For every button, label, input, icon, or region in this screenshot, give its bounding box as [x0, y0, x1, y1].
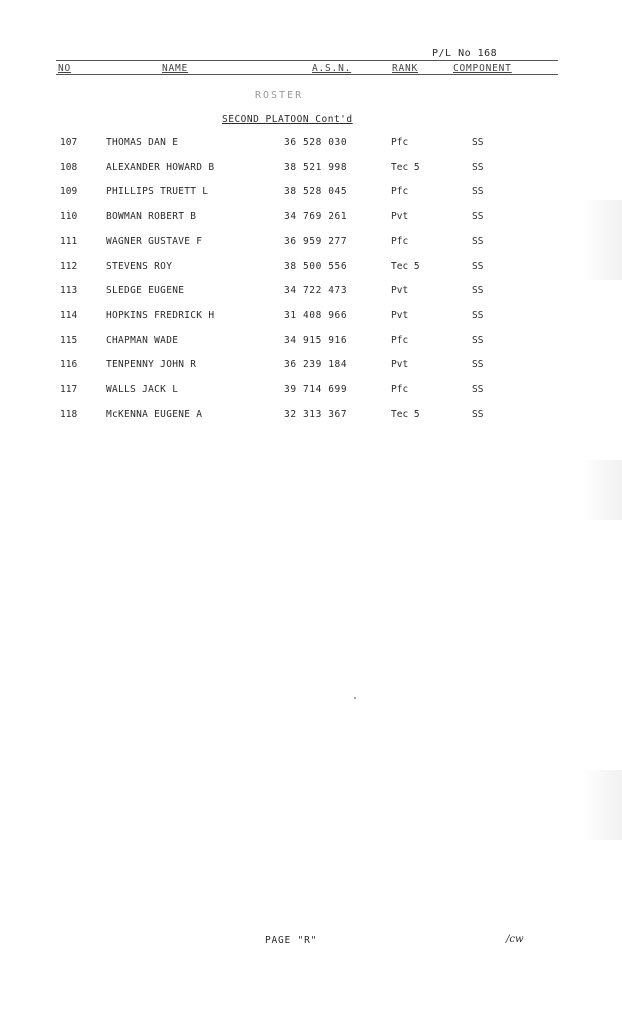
table-row — [0, 261, 622, 279]
component: SS — [472, 211, 484, 223]
component: SS — [472, 161, 484, 173]
column-header-no: NO — [58, 63, 72, 74]
soldier-name: ALEXANDER HOWARD B — [106, 161, 215, 173]
section-subtitle: SECOND PLATOON Cont'd — [222, 114, 353, 125]
row-number: 108 — [60, 161, 78, 173]
table-row — [0, 384, 622, 402]
component: SS — [472, 260, 484, 272]
header-rule-bottom — [56, 74, 558, 75]
rank: Pfc — [391, 334, 409, 346]
serial-number: 34 915 916 — [284, 334, 348, 346]
column-header-asn: A.S.N. — [312, 63, 352, 74]
rank: Pfc — [391, 384, 409, 395]
serial-number: 34 769 261 — [284, 211, 348, 223]
row-number: 107 — [60, 137, 78, 148]
column-header-name: NAME — [162, 63, 189, 74]
document-title: ROSTER — [255, 90, 304, 101]
soldier-name: CHAPMAN WADE — [106, 334, 179, 346]
component: SS — [472, 359, 484, 371]
soldier-name: TENPENNY JOHN R — [106, 359, 197, 371]
table-row — [0, 137, 622, 155]
column-header-component: COMPONENT — [453, 63, 512, 74]
serial-number: 38 528 045 — [284, 186, 348, 198]
table-row — [0, 409, 622, 427]
soldier-name: WAGNER GUSTAVE F — [106, 235, 203, 247]
serial-number: 32 313 367 — [284, 408, 348, 420]
component: SS — [472, 137, 484, 148]
row-number: 112 — [60, 260, 78, 272]
list-number: P/L No 168 — [432, 48, 498, 59]
serial-number: 39 714 699 — [284, 384, 348, 395]
row-number: 110 — [60, 211, 78, 223]
row-number: 111 — [60, 235, 78, 247]
soldier-name: STEVENS ROY — [106, 260, 173, 272]
rank: Tec 5 — [391, 161, 420, 173]
serial-number: 36 959 277 — [284, 235, 348, 247]
row-number: 117 — [60, 384, 78, 395]
table-row — [0, 310, 622, 328]
soldier-name: WALLS JACK L — [106, 384, 179, 395]
soldier-name: McKENNA EUGENE A — [106, 408, 203, 420]
serial-number: 36 528 030 — [284, 137, 348, 148]
scan-smudge — [582, 460, 622, 520]
table-row — [0, 359, 622, 377]
component: SS — [472, 309, 484, 321]
soldier-name: BOWMAN ROBERT B — [106, 211, 197, 223]
rank: Pfc — [391, 186, 409, 198]
component: SS — [472, 186, 484, 198]
serial-number: 31 408 966 — [284, 309, 348, 321]
scan-smudge — [582, 770, 622, 840]
soldier-name: THOMAS DAN E — [106, 137, 179, 148]
row-number: 118 — [60, 408, 78, 420]
table-row — [0, 186, 622, 204]
rank: Pvt — [391, 309, 409, 321]
rank: Pfc — [391, 235, 409, 247]
scan-speck — [354, 697, 356, 699]
serial-number: 38 500 556 — [284, 260, 348, 272]
component: SS — [472, 235, 484, 247]
serial-number: 34 722 473 — [284, 285, 348, 297]
table-row — [0, 236, 622, 254]
row-number: 114 — [60, 309, 78, 321]
rank: Tec 5 — [391, 408, 420, 420]
column-header-rank: RANK — [392, 63, 419, 74]
rank: Tec 5 — [391, 260, 420, 272]
soldier-name: HOPKINS FREDRICK H — [106, 309, 215, 321]
rank: Pvt — [391, 211, 409, 223]
row-number: 116 — [60, 359, 78, 371]
page-label: PAGE "R" — [265, 935, 318, 946]
component: SS — [472, 384, 484, 395]
rank: Pfc — [391, 137, 409, 148]
soldier-name: SLEDGE EUGENE — [106, 285, 185, 297]
row-number: 109 — [60, 186, 78, 198]
table-row — [0, 335, 622, 353]
component: SS — [472, 334, 484, 346]
row-number: 115 — [60, 334, 78, 346]
serial-number: 36 239 184 — [284, 359, 348, 371]
row-number: 113 — [60, 285, 78, 297]
header-rule-top — [56, 60, 558, 61]
soldier-name: PHILLIPS TRUETT L — [106, 186, 209, 198]
rank: Pvt — [391, 285, 409, 297]
rank: Pvt — [391, 359, 409, 371]
typist-initials: /cw — [506, 934, 524, 945]
component: SS — [472, 408, 484, 420]
table-row — [0, 162, 622, 180]
serial-number: 38 521 998 — [284, 161, 348, 173]
table-row — [0, 211, 622, 229]
component: SS — [472, 285, 484, 297]
scan-speck — [68, 210, 69, 211]
table-row — [0, 285, 622, 303]
